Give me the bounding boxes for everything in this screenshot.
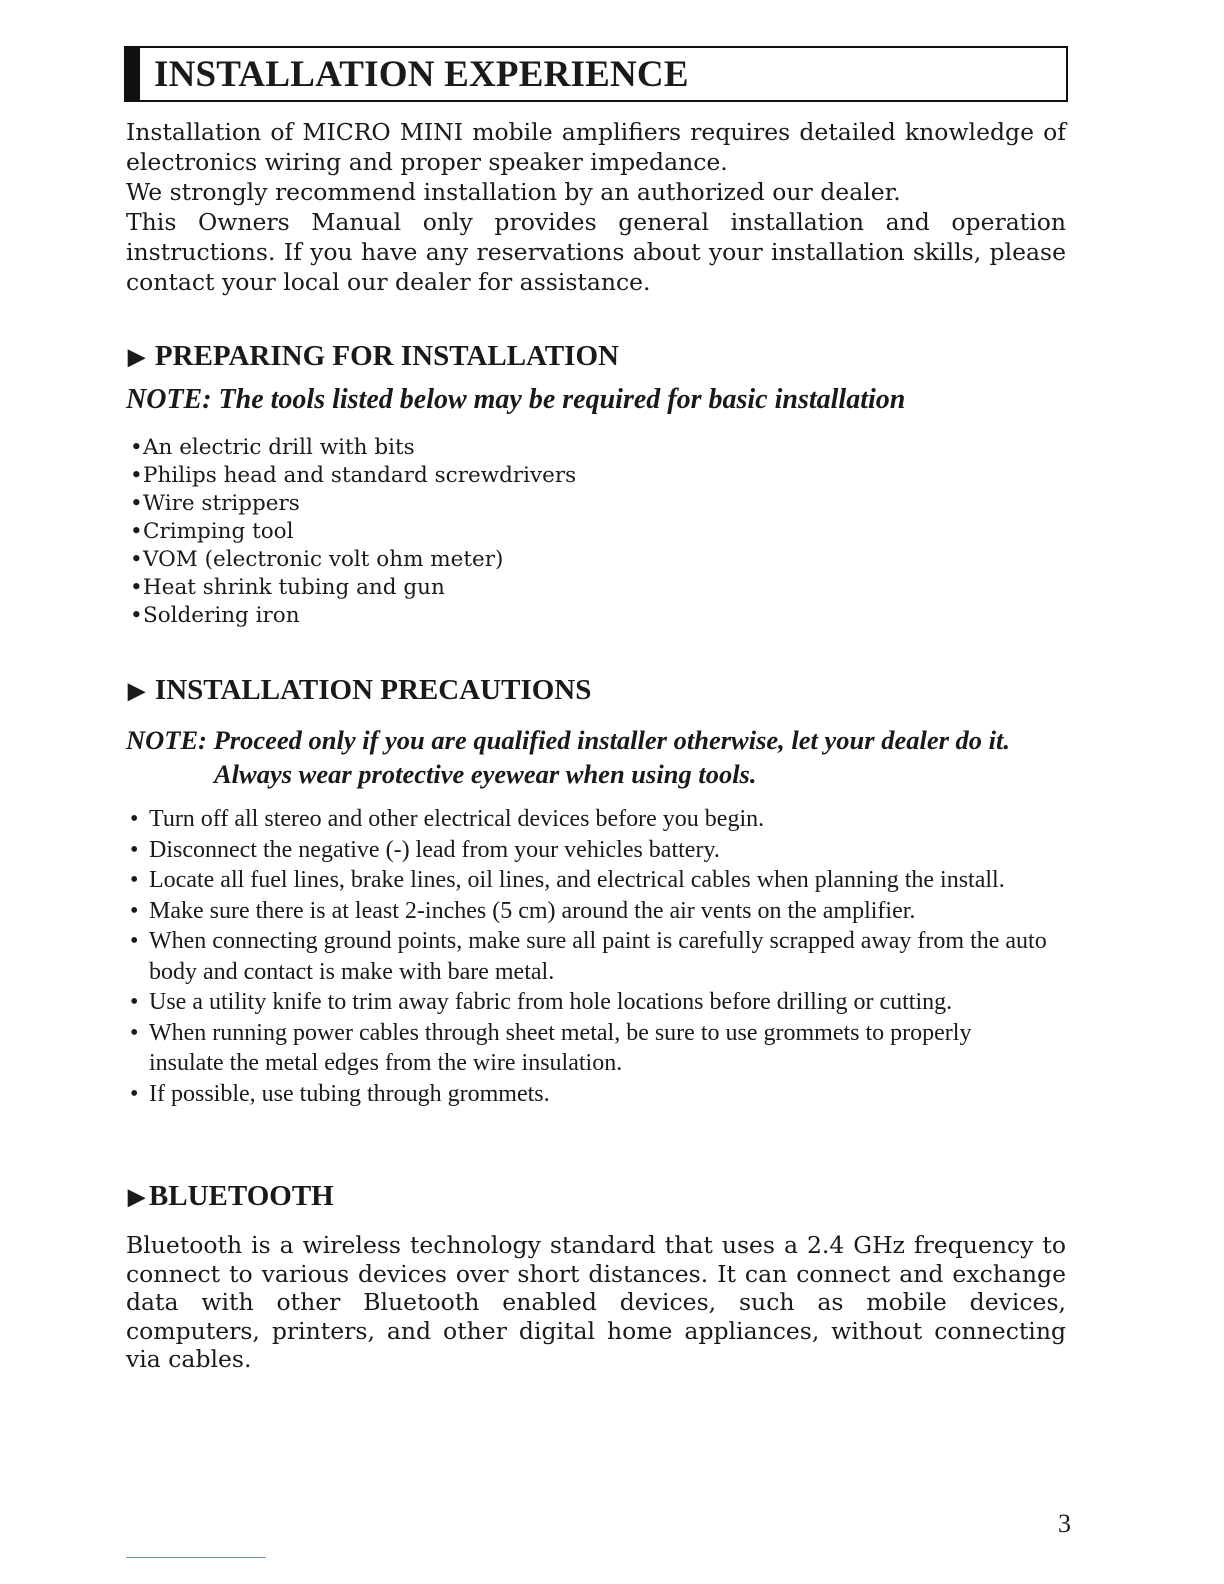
list-item: • Wire strippers (130, 490, 576, 518)
triangle-right-icon: ▶ (128, 1183, 145, 1209)
intro-paragraph-3: This Owners Manual only provides general installation and operation instructions. If you have any reservations about your installation skills, please contact your local our dealer for assistance. (126, 208, 1066, 296)
list-item: • Heat shrink tubing and gun (130, 574, 576, 602)
list-item: • Disconnect the negative (-) lead from your vehicles battery. (130, 835, 1050, 866)
intro-paragraph-2: We strongly recommend installation by an authorized our dealer. (126, 178, 901, 206)
list-item: • Crimping tool (130, 518, 576, 546)
precautions-heading-text: INSTALLATION PRECAUTIONS (154, 674, 592, 706)
list-item: • If possible, use tubing through grommets. (130, 1079, 1050, 1110)
preparing-heading-text: PREPARING FOR INSTALLATION (154, 340, 619, 372)
list-item: • An electric drill with bits (130, 434, 576, 462)
triangle-right-icon: ▶ (128, 343, 145, 369)
precautions-note-line-1: NOTE: Proceed only if you are qualified installer otherwise, let your dealer do it. (126, 725, 1010, 755)
page-title: INSTALLATION EXPERIENCE (154, 53, 689, 95)
list-item: • Use a utility knife to trim away fabric from hole locations before drilling or cutting. (130, 987, 1050, 1018)
list-item: • When connecting ground points, make sure all paint is carefully scrapped away from the auto body and contact is make with bare metal. (130, 926, 1050, 987)
list-item: • VOM (electronic volt ohm meter) (130, 546, 576, 574)
bluetooth-heading (128, 1180, 334, 1213)
precaution-list (130, 804, 1050, 1109)
list-item: • Philips head and standard screwdrivers (130, 462, 576, 490)
list-item: • Turn off all stereo and other electrical devices before you begin. (130, 804, 1050, 835)
preparing-heading (128, 340, 619, 373)
list-item: • Make sure there is at least 2-inches (5 cm) around the air vents on the amplifier. (130, 896, 1050, 927)
list-item: • When running power cables through sheet metal, be sure to use grommets to properly insulate the metal edges from the wire insulation. (130, 1018, 1050, 1079)
title-accent-bar (126, 48, 140, 100)
precautions-note-line-2: Always wear protective eyewear when using tools. (214, 759, 757, 789)
preparing-note: NOTE: The tools listed below may be required for basic installation (126, 384, 906, 415)
tool-list (130, 434, 576, 630)
bluetooth-description: Bluetooth is a wireless technology standard that uses a 2.4 GHz frequency to connect to various devices over short distances. It can connect and exchange data with other Bluetooth enabled devices, such as mobile devices, computers, printers, and other digital home appliances, without connecting via cables. (126, 1231, 1066, 1373)
bluetooth-heading-text: BLUETOOTH (148, 1180, 334, 1212)
intro-section (126, 117, 1066, 297)
triangle-right-icon: ▶ (128, 677, 145, 703)
precautions-heading (128, 674, 591, 707)
page-number: 3 (1058, 1509, 1071, 1538)
list-item: • Soldering iron (130, 602, 576, 630)
page-title-box (124, 46, 1068, 102)
footer-rule (126, 1557, 266, 1558)
intro-paragraph-1: Installation of MICRO MINI mobile amplifiers requires detailed knowledge of electronics wiring and proper speaker impedance. (126, 118, 1066, 176)
list-item: • Locate all fuel lines, brake lines, oil lines, and electrical cables when planning the install. (130, 865, 1050, 896)
precautions-note (126, 723, 1010, 791)
